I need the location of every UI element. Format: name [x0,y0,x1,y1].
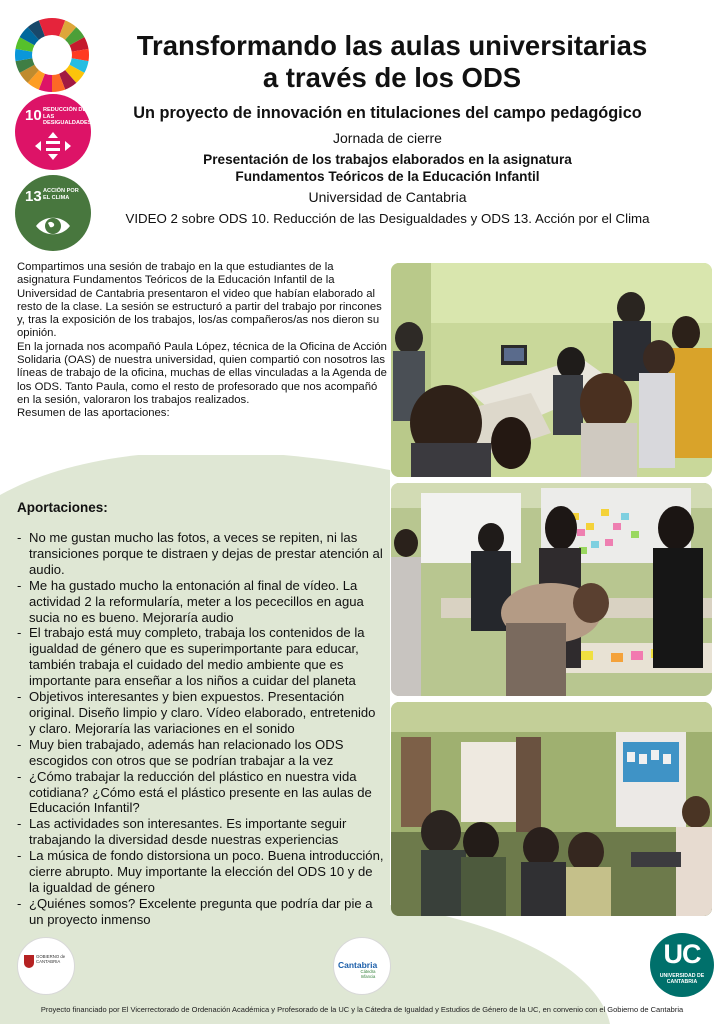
gobierno-cantabria-logo [17,937,75,995]
intro-paragraph-1: Compartimos una sesión de trabajo en la que estudiantes de la asignatura Fundamentos Teóricos de la Educación Infantil de la Universidad de Cantabria presentaron el video que habían elaborado al resto de la clase. La sesión se estructuró a partir del trabajo por rincones y, tras la exposición de los trabajos, los/as compañeros/as nos dieron su opinión. [17,261,382,340]
list-item: - Objetivos interesantes y bien expuestos. Presentación original. Diseño limpio y claro. Vídeo elaborado, entretenido y claro. Mejoraría las variaciones en el sonido [17,689,385,737]
uc-logo-text: UC [663,939,701,969]
equality-icon [35,132,71,162]
photo-projector-classroom [391,702,712,916]
cantabria-logo-subtext: Cátedra Infancia [360,969,376,979]
uc-logo-subtext: UNIVERSIDAD DE CANTABRIA [659,973,705,985]
sdg13-label: ACCIÓN POR EL CLIMA [43,188,79,201]
presentation-line-2: Fundamentos Teóricos de la Educación Infantil [235,169,540,184]
subtitle: Un proyecto de innovación en titulaciones del campo pedagógico [133,104,642,122]
list-item: - ¿Cómo trabajar la reducción del plástico en nuestra vida cotidiana? ¿Cómo está el plástico presente en las aulas de Educación Infantil? [17,769,385,817]
photo-classroom-laptop [391,263,712,477]
intro-paragraph-2: En la jornada nos acompañó Paula López, técnica de la Oficina de Acción Solidaria (OAS) de nuestra universidad, quien compartió con nosotros las líneas de trabajo de la oficina, muchas de ellas vinculadas a la Agenda de los ODS. Tanto Paula, como el resto de profesorado que nos acompañó en la sesión, valoraron los trabajos realizados. [17,340,387,406]
aportaciones-heading: Aportaciones: [17,500,108,515]
footer-funding-note: Proyecto financiado por El Vicerrectorado de Ordenación Académica y Profesorado de la UC y la Cátedra de Igualdad y Estudios de Género de la UC, en convenio con el Gobierno de Cantabria [40,1005,684,1014]
intro-paragraph-3: Resumen de las aportaciones: [17,407,170,420]
list-item: - El trabajo está muy completo, trabaja los contenidos de la igualdad de género que es superimportante para educar, también trabaja el cuidado del medio ambiente que es importante para enseñar a los niños a cuidar del planeta [17,625,385,689]
list-item: - La música de fondo distorsiona un poco. Buena introducción, cierre abrupto. Muy importante la elección del ODS 10 y de la igualdad de género [17,848,385,896]
list-item: - Las actividades son interesantes. Es importante seguir trabajando la diversidad desde nuestras experiencias [17,816,385,848]
presentation-line-1: Presentación de los trabajos elaborados en la asignatura [203,152,572,167]
title-line-2: a través de los ODS [262,62,522,93]
gobierno-logo-text: GOBIERNO de CANTABRIA [36,954,66,964]
event-label: Jornada de cierre [333,130,442,146]
photo-sticky-notes [391,483,712,696]
university-label: Universidad de Cantabria [308,189,467,205]
presentation-heading [100,151,675,185]
list-item: - Me ha gustado mucho la entonación al final de vídeo. La actividad 2 la reformularía, meter a los pececillos en agua sucia no es bueno. Mejoraría audio [17,578,385,626]
sdg13-number: 13 [25,188,42,205]
sdg10-label: REDUCCIÓN DE LAS DESIGUALDADES [43,107,92,126]
sdg10-number: 10 [25,107,42,124]
sdg13-tile [15,175,91,251]
uc-logo [650,933,714,997]
page-title [92,30,692,94]
aportaciones-list [17,530,385,928]
list-item: - No me gustan mucho las fotos, a veces se repiten, ni las transiciones porque te distraen y dejas de prestar atención al audio. [17,530,385,578]
cantabria-logo-text: Cantabria [338,960,378,970]
crest-icon [24,955,34,968]
intro-text [17,261,387,421]
video-description: VIDEO 2 sobre ODS 10. Reducción de las Desigualdades y ODS 13. Acción por el Clima [125,211,650,226]
sdg10-tile [15,94,91,170]
list-item: - ¿Quiénes somos? Excelente pregunta que podría dar pie a un proyecto inmenso [17,896,385,928]
title-line-1: Transformando las aulas universitarias [136,30,648,61]
eye-globe-icon [35,213,71,239]
cantabria-logo [333,937,391,995]
sdg-wheel-icon [14,17,90,93]
list-item: - Muy bien trabajado, además han relacionado los ODS escogidos con otros que se podrían trabajar a la vez [17,737,385,769]
